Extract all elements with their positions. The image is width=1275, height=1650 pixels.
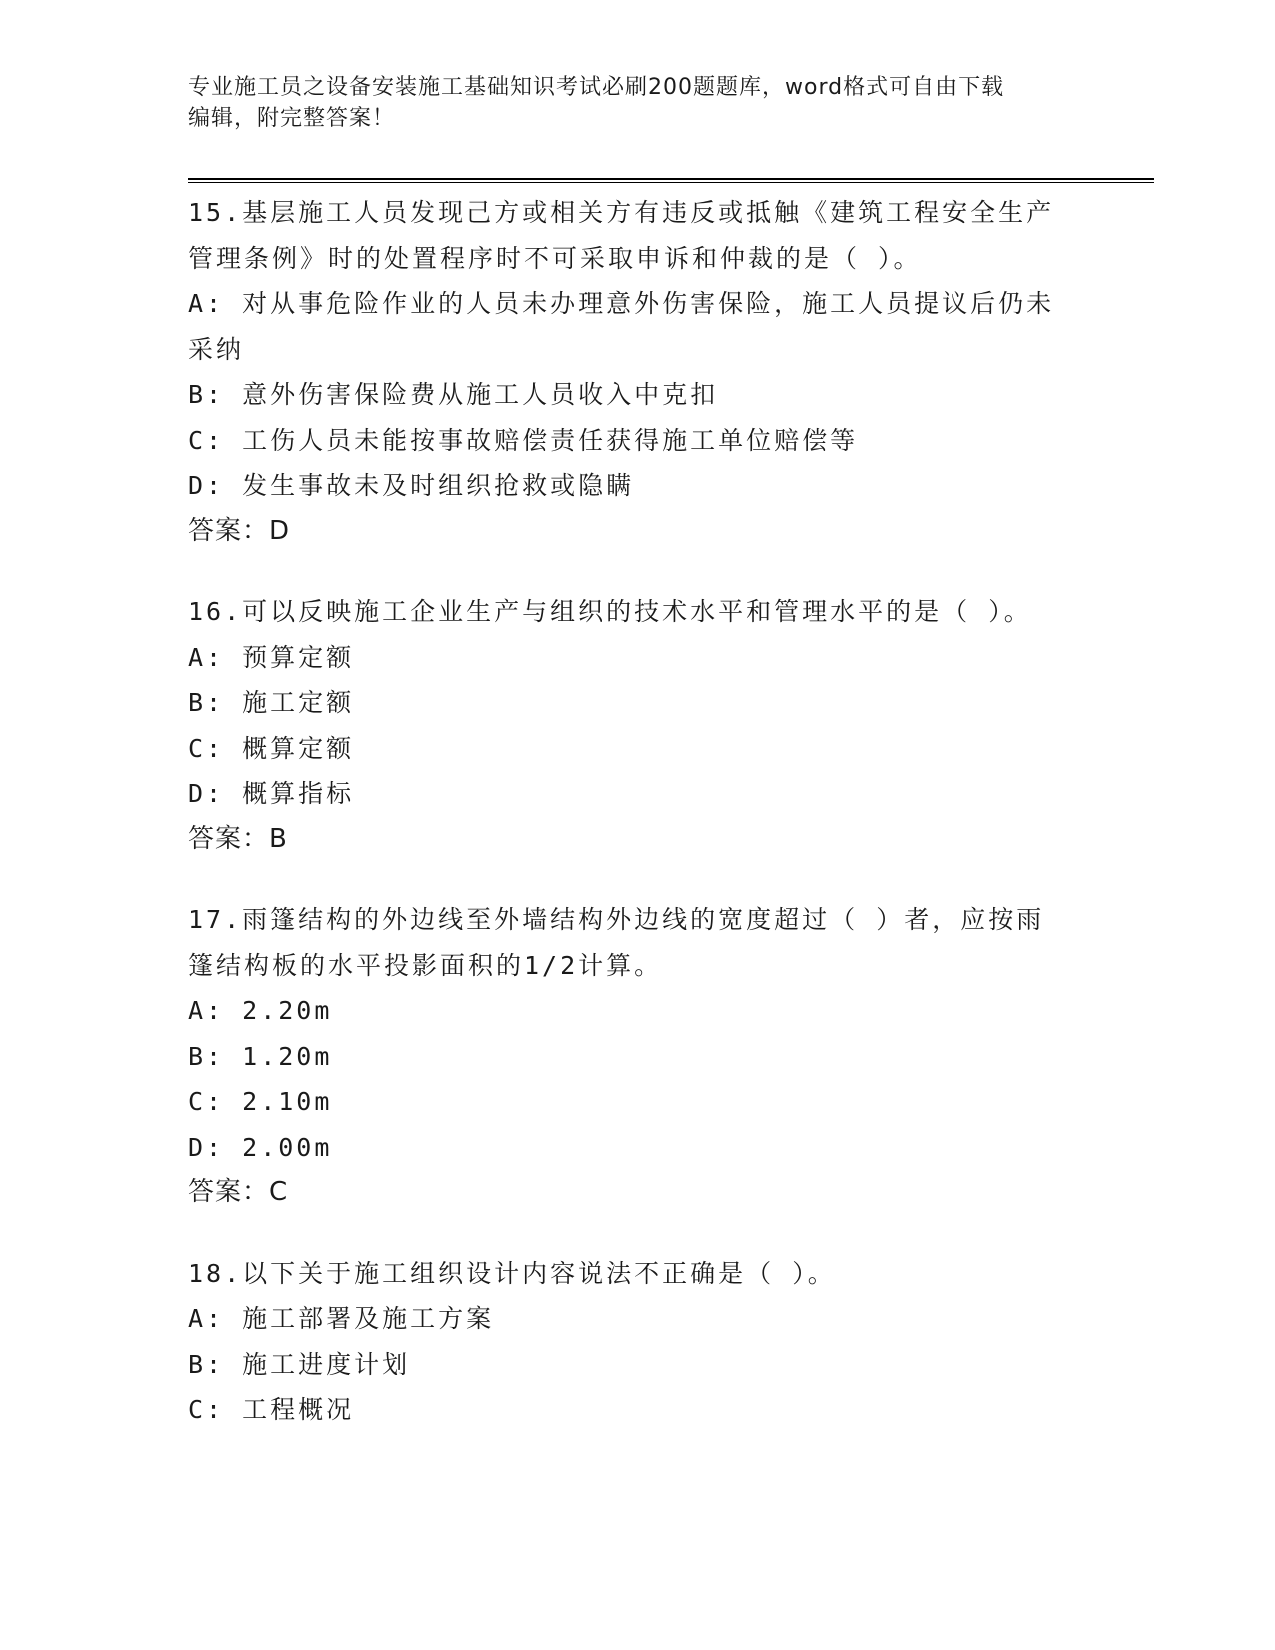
answer: 答案：B <box>188 823 288 854</box>
option-a: A: 施工部署及施工方案 <box>188 1304 495 1333</box>
answer: 答案：D <box>188 515 291 546</box>
question-17 <box>188 897 1088 1216</box>
question-list <box>188 190 1088 1468</box>
option-b: B: 施工进度计划 <box>188 1349 411 1379</box>
option-b: B: 意外伤害保险费从施工人员收入中克扣 <box>188 380 719 409</box>
option-a: A: 2.20m <box>188 996 333 1025</box>
question-stem: 15.基层施工人员发现己方或相关方有违反或抵触《建筑工程安全生产管理条例》时的处置程序时不可采取申诉和仲裁的是（ ）。 <box>188 198 1055 273</box>
header-divider <box>188 178 1154 183</box>
question-stem: 18.以下关于施工组织设计内容说法不正确是（ ）。 <box>188 1258 836 1288</box>
answer: 答案：C <box>188 1177 289 1207</box>
option-a: A: 对从事危险作业的人员未办理意外伤害保险，施工人员提议后仍未采纳 <box>188 289 1055 364</box>
question-stem: 17.雨篷结构的外边线至外墙结构外边线的宽度超过（ ）者，应按雨篷结构板的水平投影面积的1/2计算。 <box>188 905 1045 980</box>
option-a: A: 预算定额 <box>188 642 355 672</box>
option-b: B: 施工定额 <box>188 688 355 717</box>
option-d: D: 2.00m <box>188 1132 333 1162</box>
document-header <box>188 72 1068 134</box>
question-16 <box>188 589 1088 862</box>
option-d: D: 概算指标 <box>188 779 355 808</box>
option-b: B: 1.20m <box>188 1041 333 1071</box>
question-18 <box>188 1251 1088 1433</box>
header-title-line1: 专业施工员之设备安装施工基础知识考试必刷200题题库，word格式可自由下载 <box>188 75 1005 100</box>
option-d: D: 发生事故未及时组织抢救或隐瞒 <box>188 471 635 500</box>
option-c: C: 概算定额 <box>188 733 355 763</box>
option-c: C: 2.10m <box>188 1087 333 1116</box>
option-c: C: 工程概况 <box>188 1395 355 1424</box>
question-stem: 16.可以反映施工企业生产与组织的技术水平和管理水平的是（ ）。 <box>188 597 1032 626</box>
question-15 <box>188 190 1088 554</box>
header-title-line2: 编辑，附完整答案！ <box>188 106 396 131</box>
option-c: C: 工伤人员未能按事故赔偿责任获得施工单位赔偿等 <box>188 425 859 455</box>
